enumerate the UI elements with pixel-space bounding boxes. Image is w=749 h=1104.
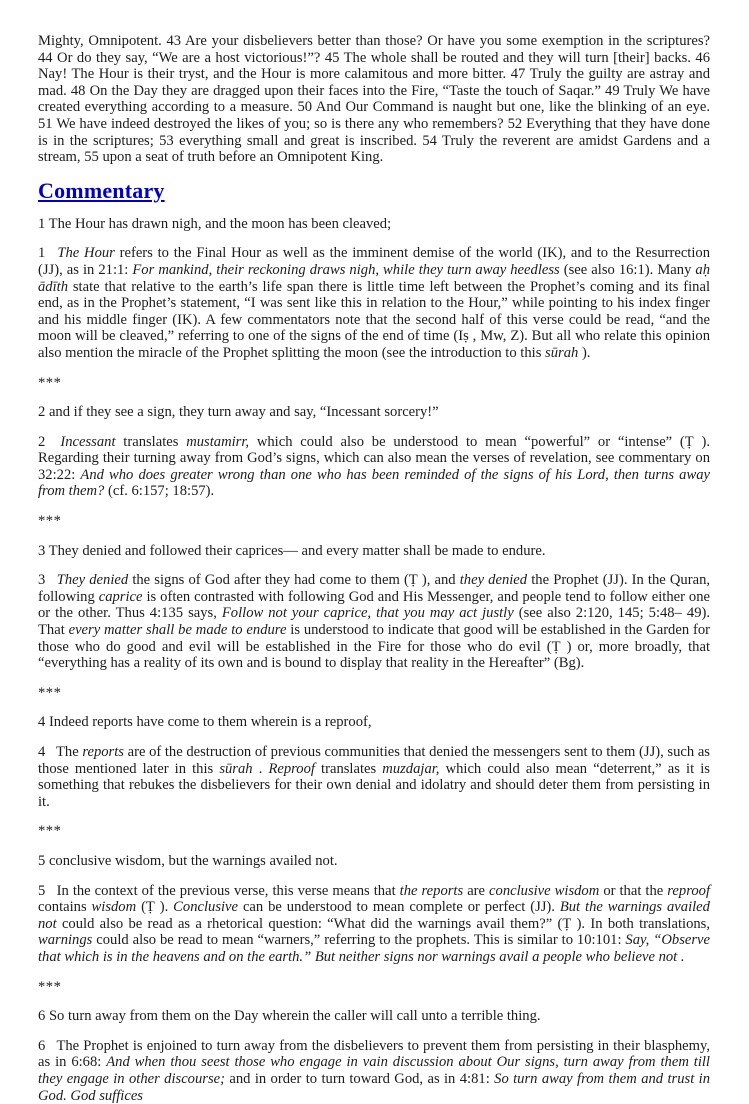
text-run: 3	[38, 572, 57, 589]
italic-text-run: Incessant	[60, 433, 116, 450]
italic-text-run: reports	[82, 744, 124, 760]
commentary-paragraph	[38, 1038, 710, 1104]
text-run: (see also 2:120, 145; 5:48– 49). That	[38, 605, 711, 639]
italic-text-run: caprice	[98, 588, 143, 605]
section-separator: ***	[38, 823, 62, 840]
commentary-paragraph	[38, 572, 710, 672]
verse-line	[38, 714, 710, 731]
italic-text-run: they denied	[459, 572, 528, 589]
italic-text-run: sūrah	[219, 760, 253, 777]
text-run: 4 The	[38, 744, 83, 760]
text-run: is often contrasted with following God and His Messenger, and people tend to follow either one or the other. Thus 4:135 says,	[38, 588, 710, 622]
italic-text-run: But the warnings availed not	[38, 899, 710, 932]
text-run: ).	[578, 344, 591, 361]
text-run: or that the	[599, 882, 668, 899]
text-run: translates	[115, 433, 187, 450]
italic-text-run: warnings	[38, 932, 93, 949]
text-run: (cf. 6:157; 18:57).	[104, 483, 215, 500]
italic-text-run: For mankind, their reckoning draws nigh, while they turn away heedless	[132, 261, 560, 278]
text-run: .	[252, 760, 269, 777]
section-separator: ***	[38, 374, 62, 391]
text-run: Mighty, Omnipotent. 43 Are your disbelievers better than those? Or have you some exemption in the scriptures? 44 Or do they say, “We are a host victorious!”? 45 The whole shall be routed and they will turn [their] backs. 46 Nay! The Hour is their tryst, and the Hour is more calamitous and more bitter. 47 Truly the guilty are astray and mad. 48 On the Day they are dragged upon their faces into the Fire, “Taste the touch of Saqar.” 49 Truly We have created everything according to a measure. 50 And Our Command is naught but one, like the blinking of an eye. 51 We have indeed destroyed the likes of you; so is there any who remembers? 52 Everything that they have done is in the scriptures; 53 everything small and great is inscribed. 54 Truly the reverent are amidst Gardens and a stream, 55 upon a seat of truth before an Omnipotent King.	[38, 33, 710, 166]
italic-text-run: And who does greater wrong than one who has been reminded of the signs of his Lord, then turns away from them?	[38, 466, 710, 500]
italic-text-run: Reproof	[268, 760, 315, 777]
verse-line	[38, 216, 710, 233]
italic-text-run: The Hour	[57, 245, 115, 262]
verse-line	[38, 1008, 710, 1025]
section-separator: ***	[38, 513, 62, 530]
commentary-sections	[38, 216, 710, 1104]
text-run: the signs of God after they had come to them (Ṭ ), and	[128, 572, 460, 589]
text-run: 1	[38, 245, 58, 262]
italic-text-run: sūrah	[545, 344, 579, 361]
text-run: 4 Indeed reports have come to them wherein is a reproof,	[38, 714, 372, 731]
commentary-paragraph	[38, 434, 710, 500]
italic-text-run: mustamirr,	[186, 433, 250, 450]
text-run: refers to the Final Hour as well as the imminent demise of the world (IK), and to the Resurrection (JJ), as in 21:1:	[38, 245, 711, 278]
text-run: contains	[38, 899, 92, 916]
commentary-paragraph	[38, 883, 710, 966]
italic-text-run: every matter shall be made to endure	[68, 622, 287, 639]
text-run: state that relative to the earth’s life span there is little time left between the Prophet’s coming and its final end, as in the Prophet’s statement, “I was sent like this in relation to the Hour,” while pointing to his index finger and his middle finger (IK). A few commentators note that the second half of this verse could be read, “and the moon will be cleaved,” referring to one of the signs of the end of time (Iṣ , Mw, Z). But all who relate this opinion also mention the miracle of the Prophet splitting the moon (see the introduction to this	[38, 278, 710, 361]
text-run: 6 The Prophet is enjoined to turn away from the disbelievers to prevent them from persisting in their blasphemy, as in 6:68:	[38, 1037, 710, 1071]
commentary-paragraph	[38, 245, 710, 361]
italic-text-run: the reports	[399, 882, 464, 899]
verse-line	[38, 404, 710, 421]
text-run: could also be read as a rhetorical question: “What did the warnings avail them?” (Ṭ ). In both translations,	[56, 915, 710, 932]
italic-text-run: And when thou seest those who engage in vain discussion about Our signs, turn away from them till they engage in other discourse;	[38, 1054, 710, 1087]
text-run: which could also mean “deterrent,” as it is something that rebukes the disbelievers for their own denial and idolatry and should deter them from persisting in it.	[38, 760, 710, 810]
verse-line	[38, 543, 710, 560]
italic-text-run: muzdajar,	[382, 760, 440, 777]
text-run: and in order to turn toward God, as in 4:81:	[224, 1070, 495, 1087]
text-run: 5 conclusive wisdom, but the warnings availed not.	[38, 852, 338, 869]
commentary-heading[interactable]: Commentary	[38, 177, 165, 203]
text-run: the Prophet (JJ). In the Quran, following	[38, 572, 711, 605]
text-run: are of the destruction of previous communities that denied the messengers sent to them (JJ), such as those mentioned later in this	[38, 744, 710, 777]
italic-text-run: So turn away from them and trust in God. God suffices	[38, 1070, 710, 1104]
text-run: 6 So turn away from them on the Day wherein the caller will call unto a terrible thing.	[38, 1008, 541, 1025]
italic-text-run: aḥ ādīth	[38, 261, 710, 295]
italic-text-run: wisdom	[91, 899, 137, 916]
quran-translation-paragraph	[38, 33, 710, 166]
text-run: could also be read to mean “warners,” referring to the prophets. This is similar to 10:101:	[92, 932, 626, 949]
italic-text-run: They denied	[56, 572, 129, 589]
text-run: (Ṭ ).	[136, 899, 174, 916]
text-run: is understood to indicate that good will be established in the Garden for those who do good and evil will be established in the Fire for those who do evil (Ṭ ) or, more broadly, that “everything has a reality of its own and is bound to display that reality in the Hereafter” (Bg).	[38, 622, 710, 672]
italic-text-run: Follow not your caprice, that you may act justly	[221, 605, 514, 622]
text-run: (see also 16:1). Many	[559, 261, 696, 278]
italic-text-run: Conclusive	[173, 899, 239, 916]
verse-line	[38, 853, 710, 870]
text-run: 1 The Hour has drawn nigh, and the moon has been cleaved;	[38, 215, 392, 232]
text-run: 2 and if they see a sign, they turn away and say, “Incessant sorcery!”	[38, 404, 439, 421]
text-run: 2	[38, 433, 61, 450]
text-run: are	[463, 882, 490, 899]
text-run: can be understood to mean complete or perfect (JJ).	[238, 899, 560, 916]
italic-text-run: reproof	[667, 882, 710, 899]
italic-text-run: Say, “Observe that which is in the heavens and on the earth.” But neither signs nor warnings avail a people who believe not .	[38, 932, 710, 965]
section-separator: ***	[38, 978, 62, 995]
section-separator: ***	[38, 684, 62, 701]
text-run: which could also be understood to mean “powerful” or “intense” (Ṭ ). Regarding their turning away from God’s signs, which can also mean the verses of revelation, see commentary on 32:22:	[38, 433, 711, 483]
text-run: 5 In the context of the previous verse, this verse means that	[38, 882, 400, 899]
text-run: 3 They denied and followed their caprices— and every matter shall be made to endure.	[38, 542, 546, 559]
text-run: translates	[314, 760, 383, 777]
commentary-paragraph	[38, 744, 710, 810]
italic-text-run: conclusive wisdom	[489, 882, 600, 899]
